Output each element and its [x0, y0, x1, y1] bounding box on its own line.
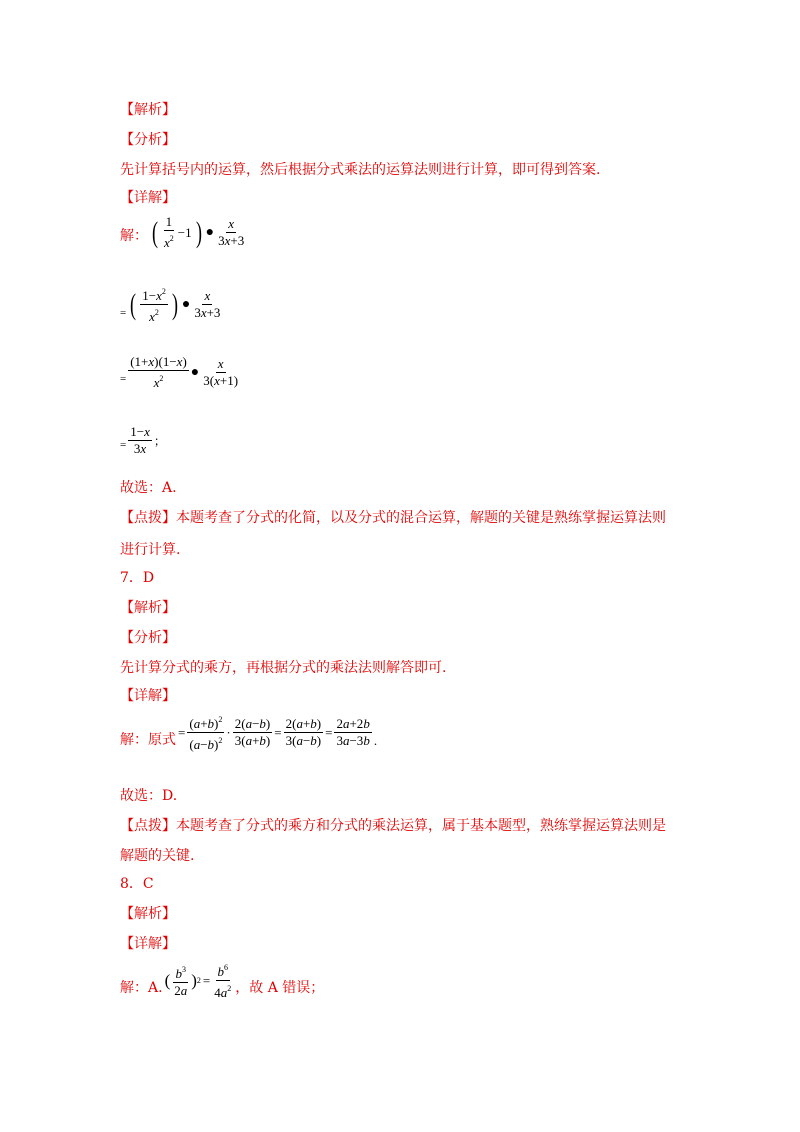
xiangjie-heading: 【详解】 — [120, 190, 176, 206]
solution-prefix: 解： — [120, 228, 148, 244]
dianbo-line-1: 【点拨】本题考查了分式的化简，以及分式的混合运算，解题的关键是熟练掌握运算法则 — [120, 510, 666, 526]
q7-equation: 解：原式 = $\frac{(a+b)^2}{(a-b)^2}$ · $\frac{2(a-b)}{3(a+b)}$ = $\frac{2(a+b)}{3(a-b)}$ = $\frac{2a+2b}{3a-3b}$ . — [120, 712, 377, 753]
q7-solution-prefix: 解：原式 — [120, 732, 176, 748]
choice-a: 故选：A. — [120, 480, 177, 496]
equation-step-4: = $\frac{1-x}{3x}$ ； — [120, 424, 166, 456]
q8-xiangjie-heading: 【详解】 — [120, 936, 176, 952]
q7-dianbo-line-2: 解题的关键. — [120, 848, 195, 864]
fenxi-heading: 【分析】 — [120, 132, 176, 148]
q7-dianbo-line-1: 【点拨】本题考查了分式的乘方和分式的乘法运算，属于基本题型，熟练掌握运算法则是 — [120, 818, 666, 834]
q8-equation: 解：A. ( $\frac{b^3}{2a}$ ) 2 = $\frac{b^6}{4a^2}$ ，故 A 错误； — [120, 960, 324, 1001]
q7-xiangjie-heading: 【详解】 — [120, 688, 176, 704]
q8-jiexi-heading: 【解析】 — [120, 906, 176, 922]
q7-analysis-text: 先计算分式的乘方，再根据分式的乘法法则解答即可. — [120, 660, 447, 676]
dianbo-line-2: 进行计算. — [120, 542, 181, 558]
equation-step-3: = $\frac{(1+x)(1-x)}{x^2}$ ● $\frac{x}{3(x+1)}$ — [120, 354, 239, 390]
q7-jiexi-heading: 【解析】 — [120, 600, 176, 616]
q8-conclusion: ，故 A 错误； — [235, 980, 325, 996]
q7-header: 7．D — [120, 570, 155, 586]
equation-step-2: = ( $\frac{1-x^2}{x^2}$ ) ● $\frac{x}{3x+3}$ — [120, 284, 222, 325]
q7-choice: 故选：D. — [120, 788, 178, 804]
jiexi-heading: 【解析】 — [120, 102, 176, 118]
q8-solution-prefix: 解：A. — [120, 980, 163, 996]
q7-fenxi-heading: 【分析】 — [120, 630, 176, 646]
q8-header: 8．C — [120, 876, 154, 892]
equation-step-1: 解： ( $\frac{1}{x^2}$ −1 ) ● $\frac{x}{3x+3}$ — [120, 214, 245, 250]
analysis-text: 先计算括号内的运算，然后根据分式乘法的运算法则进行计算，即可得到答案. — [120, 162, 601, 178]
